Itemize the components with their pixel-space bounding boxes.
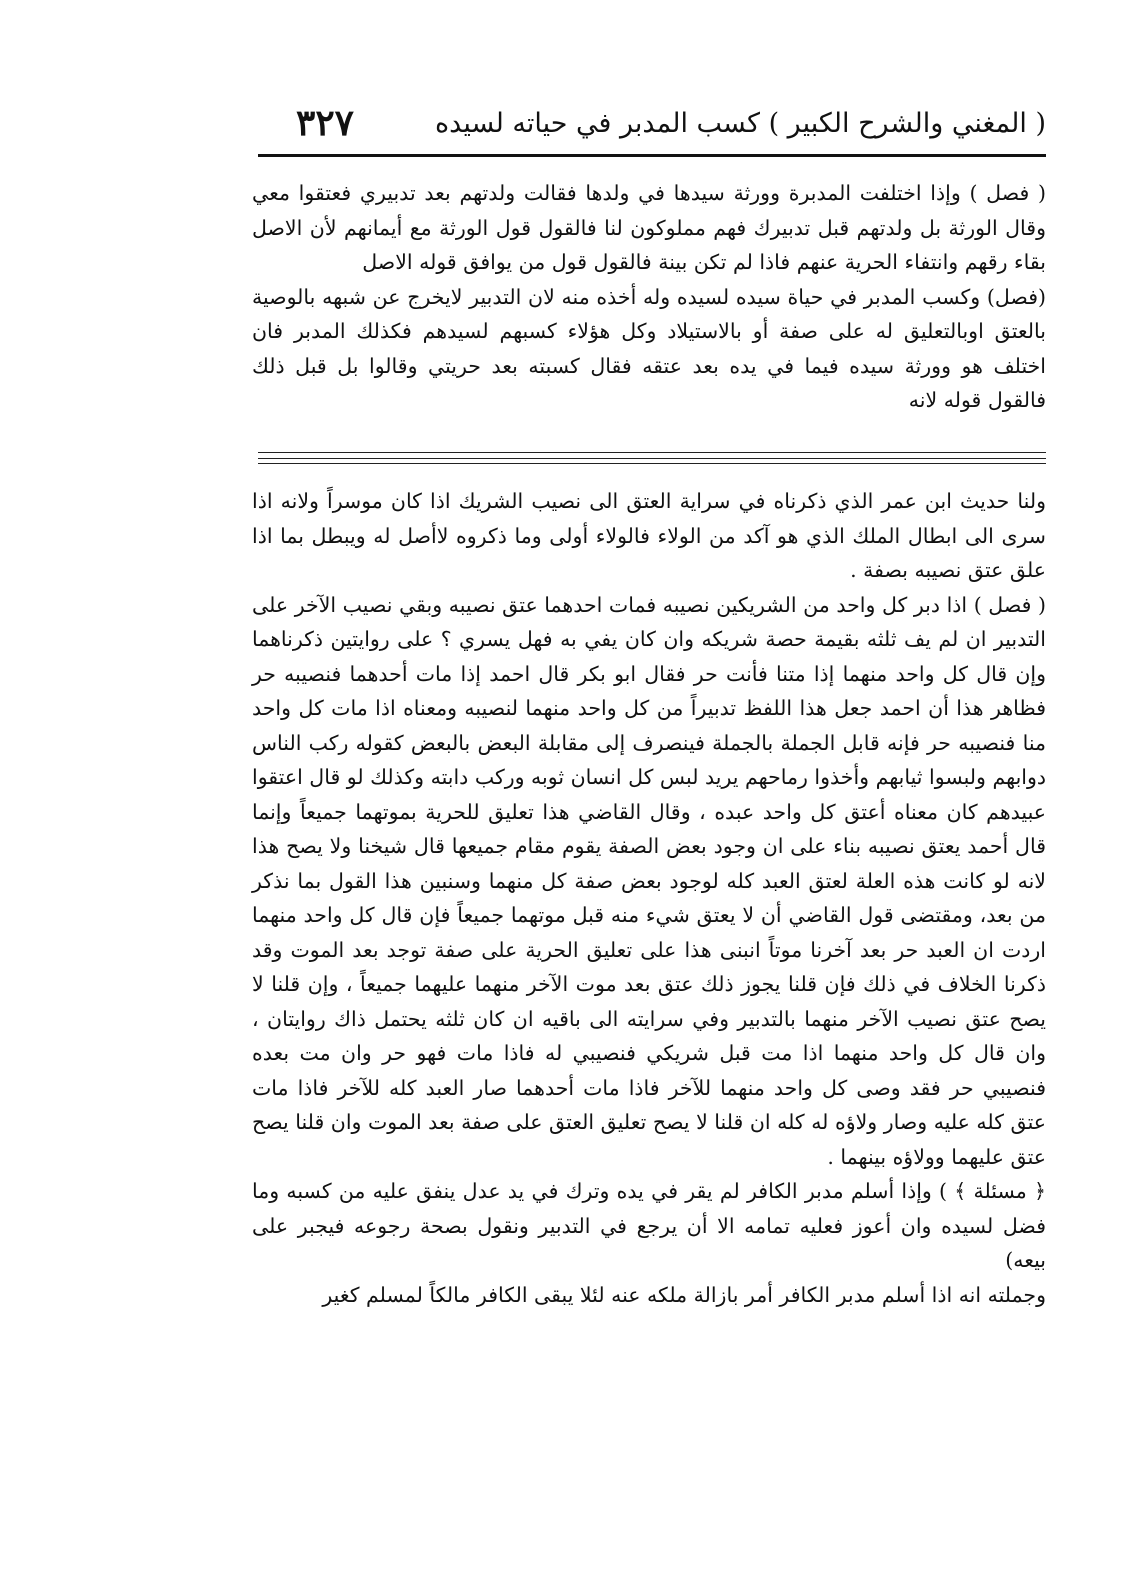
section-divider-line [258,458,1046,459]
paragraph-masala-kafir: ﴿ مسئلة ﴾ ) وإذا أسلم مدبر الكافر لم يقر في يده وترك في يد عدل ينفق عليه من كسبه وما فضل لسيده وان أعوز فعليه تمامه الا أن يرجع في التدبير ونقول بصحة رجوعه فيجبر على بيعه) [252,1179,1046,1272]
paragraph-two-partners: ( فصل ) اذا دبر كل واحد من الشريكين نصيبه فمات احدهما عتق نصيبه وبقي نصيب الآخر على التدبير ان لم يف ثلثه بقيمة حصة شريكه وان كان يفي به فهل يسري ؟ على روايتين ذكرناهما وإن قال كل واحد منهما إذا متنا فأنت حر فقال ابو بكر قال احمد إذا مات أحدهما فنصيبه حر فظاهر هذا أن احمد جعل هذا اللفظ تدبيراً من كل واحد منهما لنصيبه ومعناه اذا مات كل واحد منا فنصيبه حر فإنه قابل الجملة بالجملة فينصرف إلى مقابلة البعض بالبعض كقوله ركب الناس دوابهم ولبسوا ثيابهم وأخذوا رماحهم يريد لبس كل انسان ثوبه وركب دابته وكذلك لو قال اعتقوا عبيدهم كان معناه أعتق كل واحد عبده ، وقال القاضي هذا تعليق للحرية بموتهما جميعاً وإنما قال أحمد يعتق نصيبه بناء على ان وجود بعض الصفة يقوم مقام جميعها قال شيخنا ولا يصح هذا لانه لو كانت هذه العلة لعتق العبد كله لوجود بعض صفة كل منهما وسنبين هذا القول بما نذكر من بعد، ومقتضى قول القاضي أن لا يعتق شيء منه قبل موتهما جميعاً فإن قال كل واحد منهما اردت ان العبد حر بعد آخرنا موتاً انبنى هذا على تعليق الحرية على صفة توجد بعد الموت وقد ذكرنا الخلاف في ذلك فإن قلنا يجوز ذلك عتق بعد موت الآخر منهما عليهما جميعاً ، وإن قلنا لا يصح عتق نصيب الآخر منهما بالتدبير وفي سرايته الى باقيه ان كان ثلثه يحتمل ذاك روايتان ، وان قال كل واحد منهما اذا مت قبل شريكي فنصيبي له فاذا مات فهو حر وان مت بعده فنصيبي حر فقد وصى كل واحد منهما للآخر فاذا مات أحدهما صار العبد كله للآخر فاذا مات عتق كله عليه وصار ولاؤه له كله ان قلنا لا يصح تعليق العتق على صفة بعد الموت وان قلنا يصح عتق عليهما وولاؤه بينهما . [252,592,1046,1169]
header-rule [258,154,1046,157]
paragraph-ibn-umar-hadith: ولنا حديث ابن عمر الذي ذكرناه في سراية العتق الى نصيب الشريك اذا كان موسراً ولانه اذا سرى الى ابطال الملك الذي هو آكد من الولاء فالولاء أولى وما ذكروه لاأصل له ويبطل بما اذا علق عتق نصيبه بصفة . [252,489,1046,582]
page-header [258,100,1046,152]
section-divider-line [258,452,1046,453]
paragraph-mudabbar-earnings: (فصل) وكسب المدبر في حياة سيده لسيده وله أخذه منه لان التدبير لايخرج عن شبهه بالوصية بالعتق اوبالتعليق له على صفة أو بالاستيلاد وكل هؤلاء كسبهم لسيدهم فكذلك المدبر فان اختلف هو وورثة سيده فيما في يده بعد عتقه فقال كسبته بعد حريتي وقالوا بل قبل ذلك فالقول قوله لانه [252,284,1046,412]
page-number: ٣٢٧ [296,102,355,144]
section-divider-line [258,463,1046,464]
running-title: ( المغني والشرح الكبير ) كسب المدبر في حياته لسيده [435,108,1046,139]
main-text [252,176,1046,418]
paragraph-mudabbara-children: ( فصل ) وإذا اختلفت المدبرة وورثة سيدها في ولدها فقالت ولدتهم بعد تدبيري فعتقوا معي وقال الورثة بل ولدتهم قبل تدبيرك فهم مملوكون لنا فالقول قول الورثة مع أيمانهم لأن الاصل بقاء رقهم وانتفاء الحرية عنهم فاذا لم تكن بينة فالقول قول من يوافق قوله الاصل [252,181,1046,274]
commentary-text [252,484,1046,1312]
paragraph-summary: وجملته انه اذا أسلم مدبر الكافر أمر بازالة ملكه عنه لئلا يبقى الكافر مالكاً لمسلم كغير [322,1282,1046,1307]
